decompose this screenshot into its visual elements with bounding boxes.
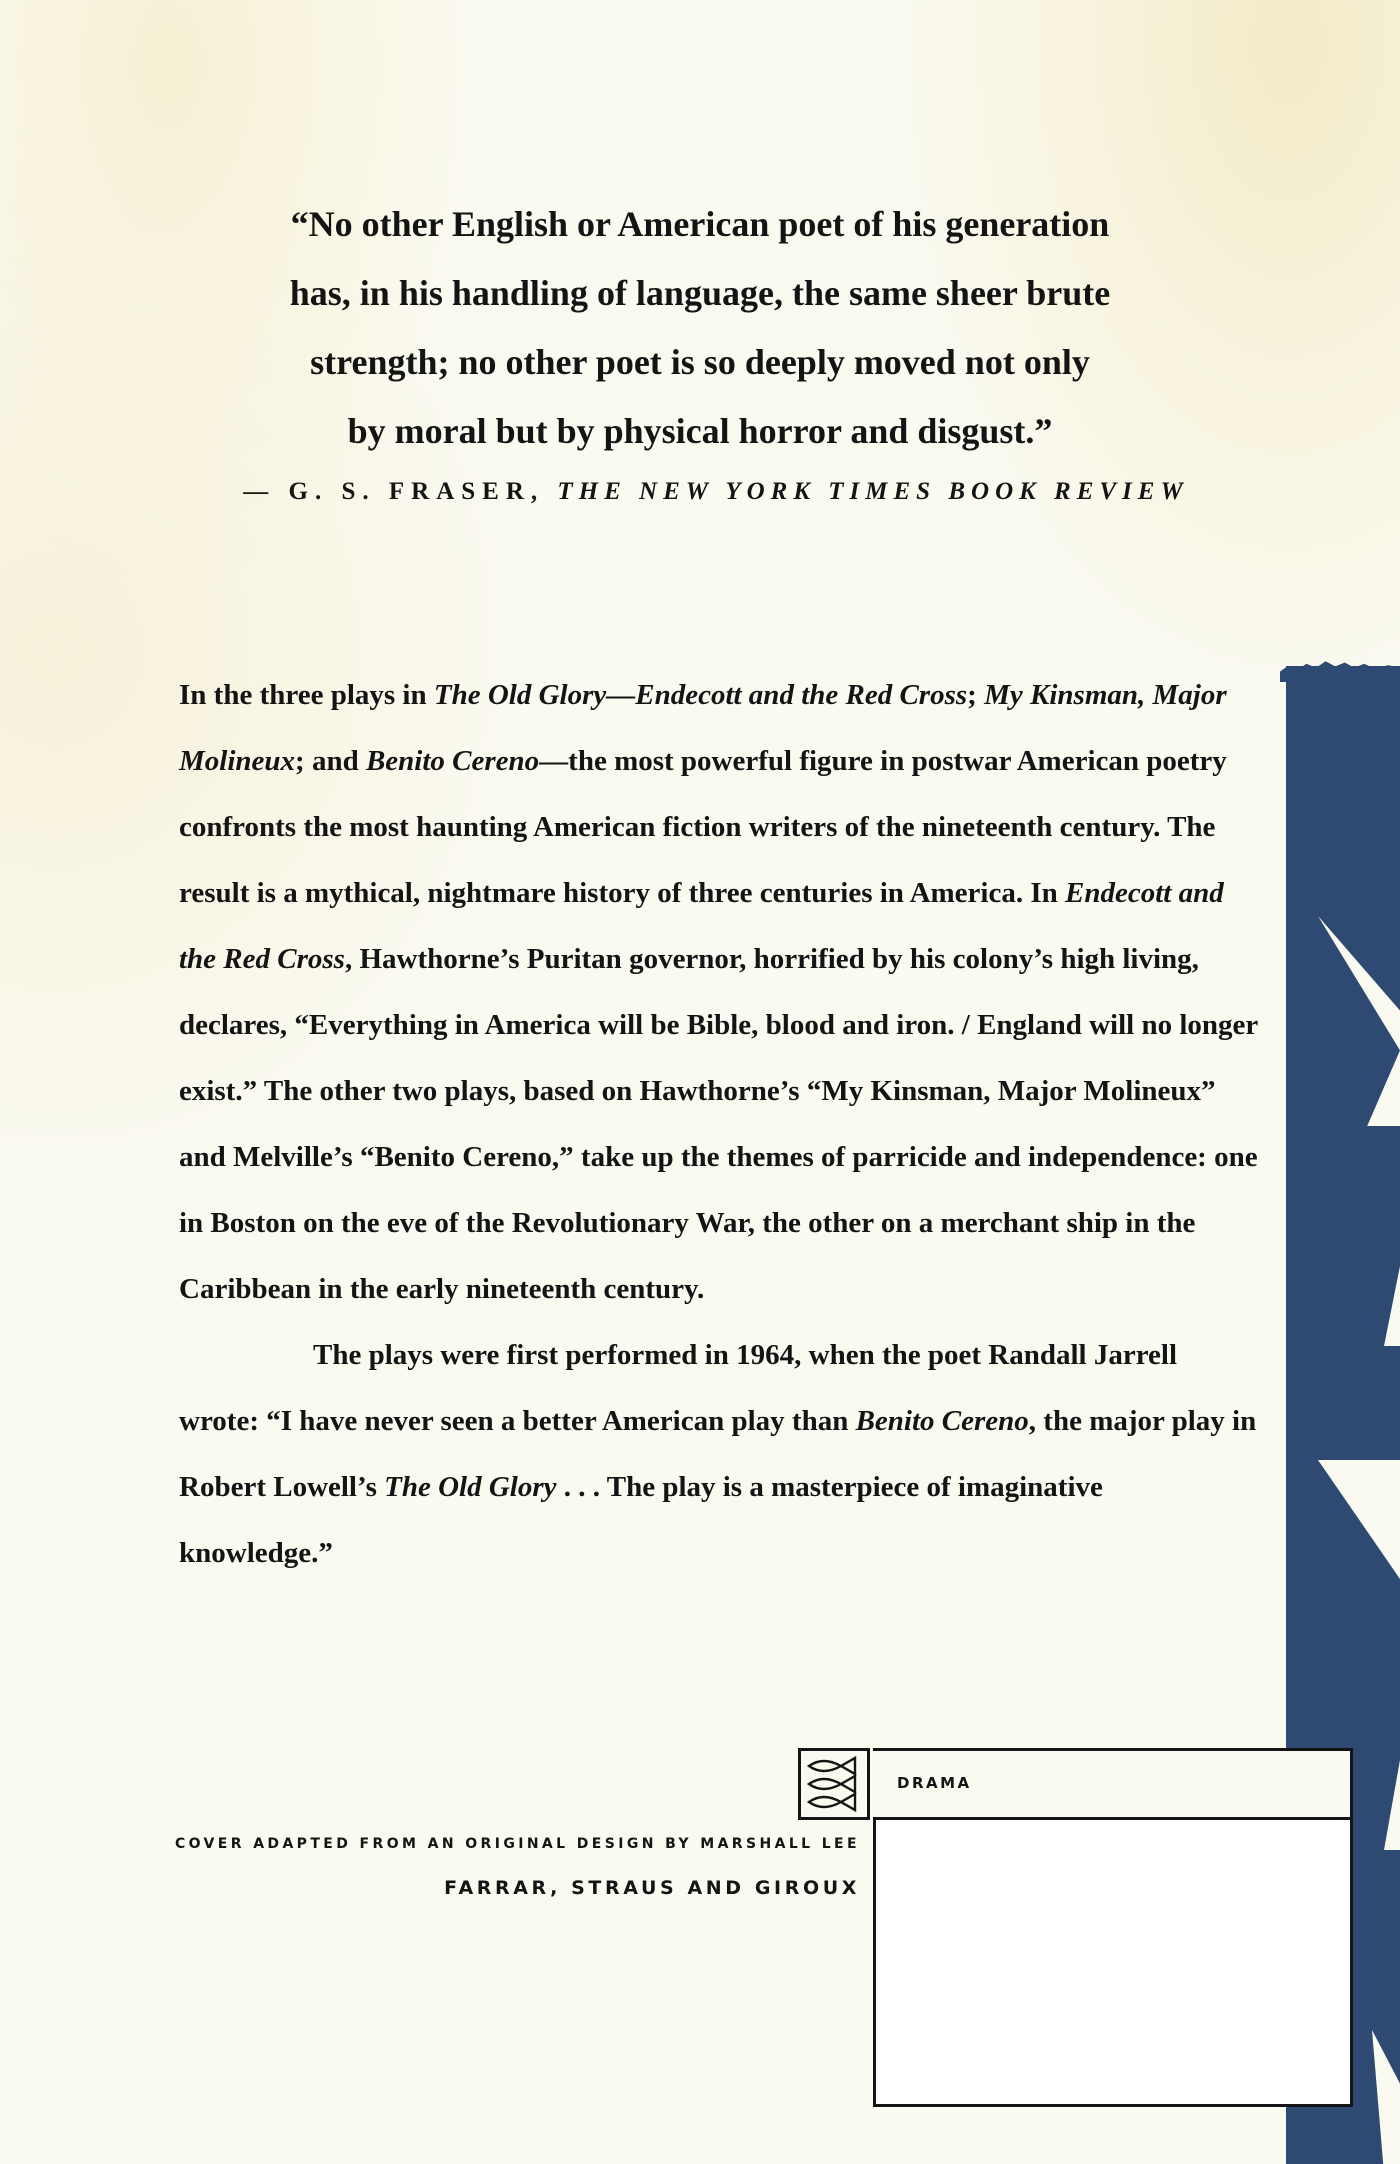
text-run: ; bbox=[967, 679, 985, 711]
cover-design-credit: COVER ADAPTED FROM AN ORIGINAL DESIGN BY MARSHALL LEE bbox=[174, 1836, 860, 1852]
quote-attribution bbox=[196, 478, 1236, 506]
text-run: In the three plays in bbox=[179, 679, 434, 711]
category-label: DRAMA bbox=[897, 1774, 972, 1792]
title-italic: The Old Glory bbox=[384, 1471, 557, 1503]
title-italic: Endecott and the Red Cross bbox=[179, 877, 1224, 975]
title-italic: Benito Cereno bbox=[365, 745, 540, 777]
barcode-area bbox=[873, 1817, 1353, 2107]
text-run: The plays were first performed in 1964, when the poet Randall Jarrell wrote: “I have never seen a better American play than bbox=[179, 1339, 1178, 1437]
description-paragraph bbox=[179, 1322, 1259, 1586]
quote-line: by moral but by physical horror and disgust.” bbox=[347, 411, 1053, 451]
publisher-name: FARRAR, STRAUS AND GIROUX bbox=[444, 1877, 860, 1899]
publisher-logo bbox=[798, 1748, 870, 1820]
text-run: , the major play in Robert Lowell’s bbox=[179, 1405, 1257, 1503]
category-box bbox=[873, 1748, 1353, 1820]
attribution-publication: THE NEW YORK TIMES BOOK REVIEW bbox=[557, 478, 1189, 505]
quote-line: “No other English or American poet of his generation bbox=[290, 204, 1110, 244]
text-run: , Hawthorne’s Puritan governor, horrified by his colony’s high living, declares, “Everything in America will be Bible, blood and iron. / England will no longer exist.” The other two plays, based on Hawthorne’s “My Kinsman, Major Molineux” and Melville’s “Benito Cereno,” take up the themes of parricide and independence: one in Boston on the eve of the Revolutionary War, the other on a merchant ship in the Caribbean in the early nineteenth century. bbox=[179, 943, 1258, 1305]
description-paragraph bbox=[179, 662, 1259, 1322]
book-description bbox=[179, 662, 1259, 1586]
quote-line: has, in his handling of language, the same sheer brute bbox=[289, 273, 1111, 313]
review-quote bbox=[200, 190, 1200, 466]
title-italic: The Old Glory—Endecott and the Red Cross bbox=[433, 679, 968, 711]
quote-line: strength; no other poet is so deeply moved not only bbox=[310, 342, 1090, 382]
attribution-author: — G. S. FRASER, bbox=[243, 478, 558, 505]
text-run: —the most powerful figure in postwar American poetry confronts the most haunting American fiction writers of the nineteenth century. The result is a mythical, nightmare history of three centuries in America. In bbox=[179, 745, 1227, 909]
three-fish-icon bbox=[801, 1751, 867, 1817]
title-italic: Benito Cereno bbox=[855, 1405, 1029, 1437]
title-italic: My Kinsman, Major Molineux bbox=[179, 679, 1227, 777]
text-run: . . . The play is a masterpiece of imaginative knowledge.” bbox=[179, 1471, 1103, 1569]
text-run: ; and bbox=[295, 745, 366, 777]
